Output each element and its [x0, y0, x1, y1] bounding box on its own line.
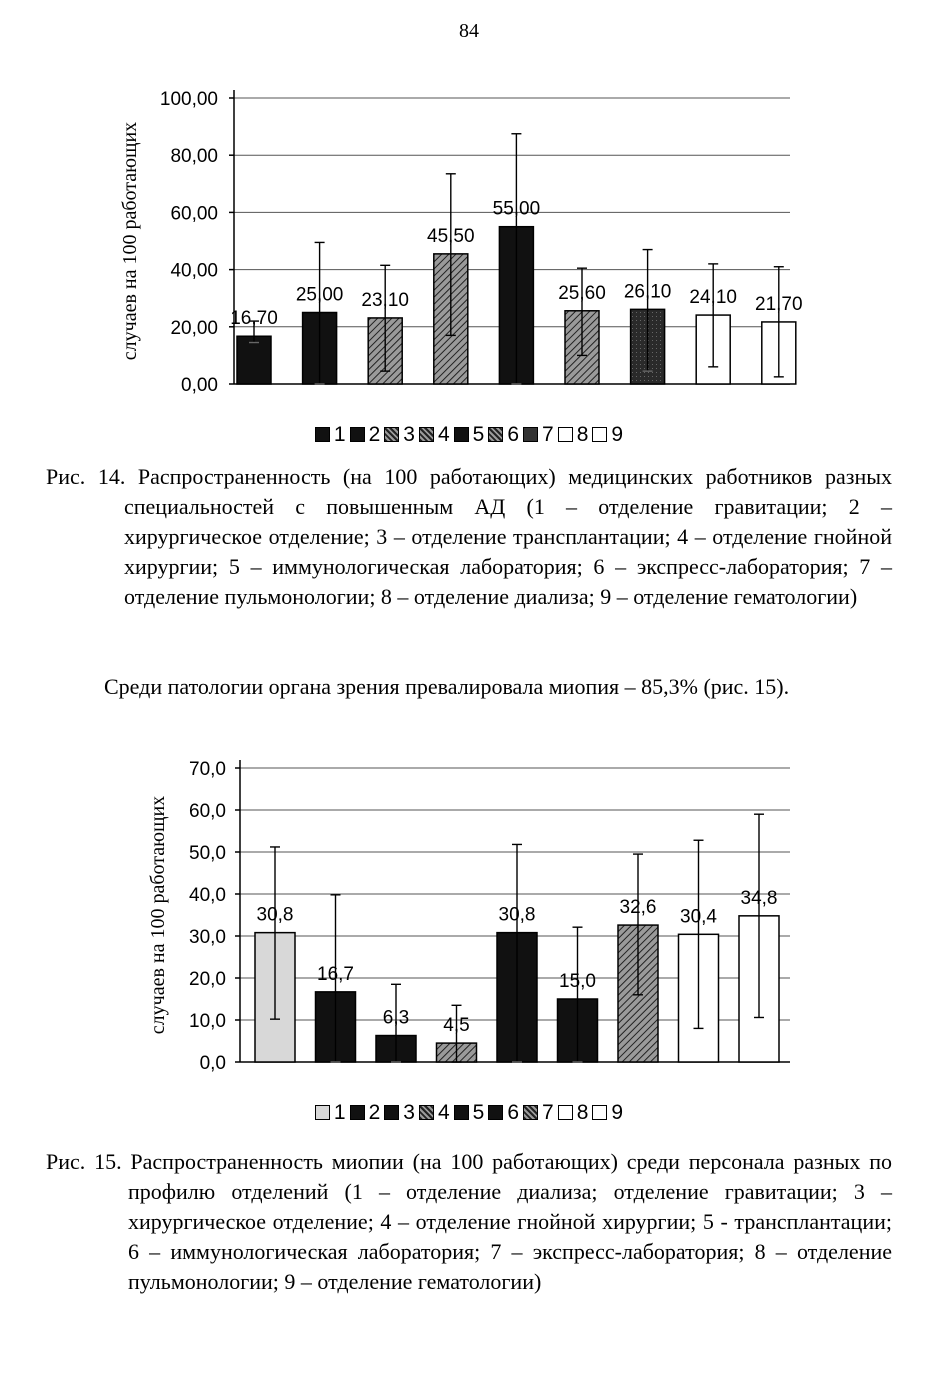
legend-item-8 [558, 423, 589, 447]
y-tick-label: 20,0 [189, 969, 226, 990]
legend-label: 8 [576, 1101, 589, 1124]
legend-swatch [419, 427, 434, 442]
legend-item-1 [315, 1101, 346, 1125]
y-tick-label: 0,0 [199, 1053, 226, 1074]
legend-item-2 [350, 1101, 381, 1125]
legend-label: 9 [611, 423, 624, 446]
legend-item-6 [488, 1101, 519, 1125]
data-label-4: 4,5 [443, 1015, 470, 1037]
y-tick-label: 30,0 [189, 927, 226, 948]
legend-swatch [350, 427, 365, 442]
legend-item-1 [315, 423, 346, 447]
y-tick-label: 40,00 [170, 260, 218, 282]
legend-swatch [592, 427, 607, 442]
y-tick-label: 40,0 [189, 885, 226, 906]
data-label-3: 6,3 [382, 1007, 410, 1029]
body-paragraph: Среди патологии органа зрения превалировала миопия – 85,3% (рис. 15). [104, 674, 790, 699]
figure-14-caption: Рис. 14. Распространенность (на 100 работающих) медицинских работников разных специальностей с повышенным АД (1 – отделение гравитации; 2 – хирургическое отделение; 3 – отделение трансплантации; 4 – отделение гнойной хирургии; 5 – иммунологическая лаборатория; 6 – экспресс-лаборатория; 7 – отделение пульмонологии; 8 – отделение диализа; 9 – отделение гематологии) [46, 464, 892, 609]
legend-swatch [384, 427, 399, 442]
legend-label: 1 [333, 1101, 346, 1124]
legend-item-3 [384, 1101, 415, 1125]
legend-label: 2 [368, 423, 381, 446]
legend-label: 8 [576, 423, 589, 446]
legend-swatch [488, 1105, 503, 1120]
legend-swatch [454, 1105, 469, 1120]
page-number: 84 [459, 20, 479, 42]
legend-swatch [454, 427, 469, 442]
data-label-5: 55,00 [492, 198, 541, 220]
legend-swatch [419, 1105, 434, 1120]
legend-item-3 [384, 423, 415, 447]
legend-label: 2 [368, 1101, 381, 1124]
data-label-8: 30,4 [680, 906, 717, 928]
y-tick-label: 0,00 [181, 375, 218, 396]
legend-swatch [350, 1105, 365, 1120]
legend-swatch [558, 1105, 573, 1120]
y-tick-label: 80,00 [170, 146, 218, 168]
legend-label: 1 [333, 423, 346, 446]
data-label-1: 16,70 [230, 308, 278, 330]
legend-label: 9 [611, 1101, 624, 1124]
legend-label: 6 [507, 1101, 520, 1124]
legend-label: 5 [472, 1101, 485, 1124]
chart-hypertension [0, 80, 938, 420]
y-tick-label: 70,0 [189, 759, 226, 780]
legend-swatch [592, 1105, 607, 1120]
data-label-8: 24,10 [689, 287, 737, 309]
data-label-4: 45,50 [427, 225, 475, 247]
data-label-9: 21,70 [755, 293, 803, 315]
legend-label: 5 [472, 423, 485, 446]
chart-myopia [0, 750, 938, 1090]
legend-item-9 [592, 423, 623, 447]
legend-item-5 [454, 423, 485, 447]
legend-item-7 [523, 1101, 554, 1125]
legend-label: 4 [437, 1101, 450, 1124]
legend-item-7 [523, 423, 554, 447]
data-label-7: 26,10 [623, 281, 672, 303]
y-axis-title: случаев на 100 работающих [147, 795, 169, 1035]
legend-swatch [315, 427, 330, 442]
legend-label: 3 [403, 423, 415, 446]
data-label-9: 34,8 [740, 887, 778, 909]
legend-label: 7 [542, 423, 554, 446]
legend-swatch [558, 427, 573, 442]
legend-swatch [523, 1105, 538, 1120]
legend-swatch [488, 427, 503, 442]
legend-swatch [523, 427, 538, 442]
chart-1-legend [0, 423, 938, 447]
bar-1 [237, 336, 271, 384]
y-tick-label: 100,00 [159, 89, 218, 110]
y-tick-label: 20,00 [170, 317, 218, 339]
data-label-3: 23,10 [361, 289, 409, 311]
y-tick-label: 10,0 [189, 1011, 226, 1032]
data-label-2: 16,7 [317, 963, 354, 985]
chart-2-legend [0, 1101, 938, 1125]
legend-swatch [315, 1105, 330, 1120]
data-label-6: 15,0 [559, 971, 596, 992]
legend-item-6 [488, 423, 519, 447]
legend-swatch [384, 1105, 399, 1120]
legend-item-9 [592, 1101, 623, 1125]
data-label-7: 32,6 [619, 897, 657, 919]
data-label-6: 25,60 [558, 282, 606, 304]
legend-label: 3 [403, 1101, 415, 1124]
legend-item-5 [454, 1101, 485, 1125]
figure-15-caption: Рис. 15. Распространенность миопии (на 100 работающих) среди персонала разных по профилю отделений (1 – отделение диализа; отделение гравитации; 3 – хирургическое отделение; 4 – отделение гнойной хирургии; 5 - трансплантации; 6 – иммунологическая лаборатория; 7 – экспресс-лаборатория; 8 – отделение пульмонологии; 9 – отделение гематологии) [46, 1149, 892, 1294]
legend-item-4 [419, 1101, 450, 1125]
data-label-5: 30,8 [498, 904, 536, 926]
legend-label: 4 [437, 423, 450, 446]
y-tick-label: 60,00 [170, 203, 218, 225]
legend-item-8 [558, 1101, 589, 1125]
legend-label: 7 [542, 1101, 554, 1124]
data-label-2: 25,00 [295, 284, 344, 306]
legend-label: 6 [507, 423, 520, 446]
legend-item-4 [419, 423, 450, 447]
legend-item-2 [350, 423, 381, 447]
y-tick-label: 50,0 [189, 843, 226, 864]
y-tick-label: 60,0 [189, 801, 226, 822]
data-label-1: 30,8 [256, 904, 294, 926]
y-axis-title: случаев на 100 работающих [119, 121, 141, 361]
